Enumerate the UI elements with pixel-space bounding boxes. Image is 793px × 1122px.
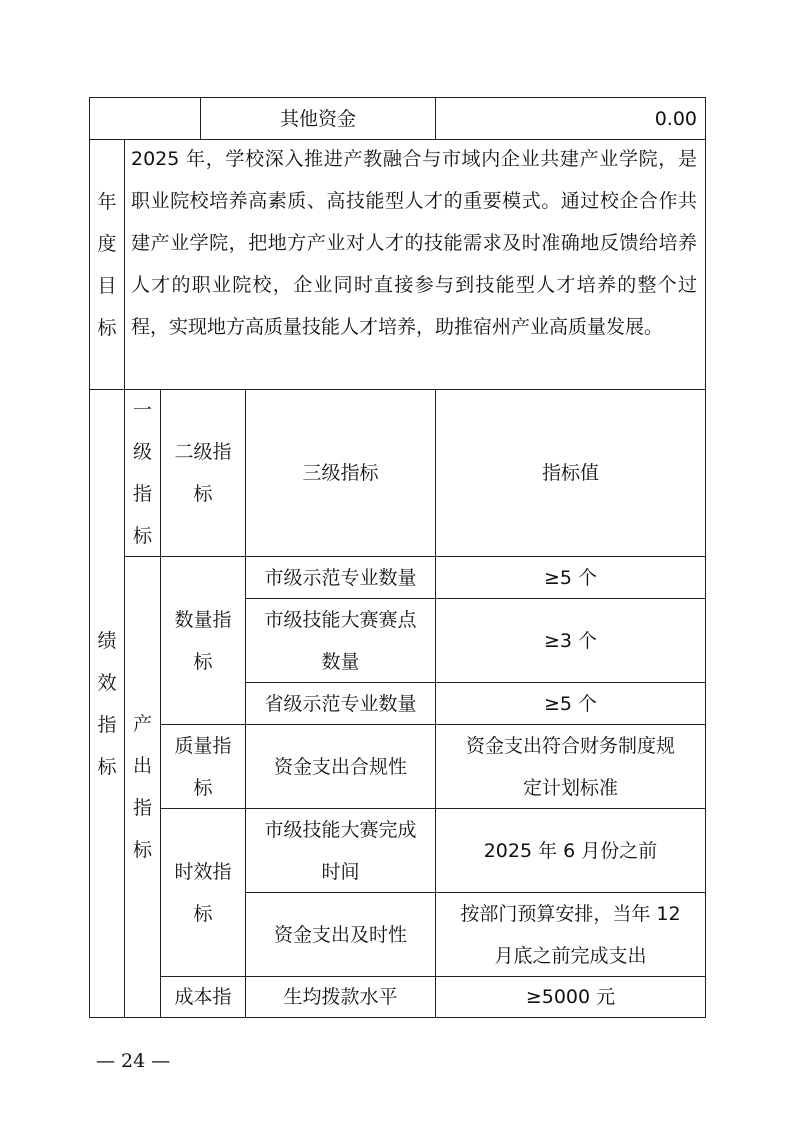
- annual-goal-label-char: 标: [97, 316, 117, 339]
- header-value: 指标值: [541, 462, 599, 484]
- output-indicator-char: 出: [132, 755, 152, 777]
- group-name-line: 时效指: [174, 860, 232, 883]
- performance-label-char: 指: [97, 713, 117, 736]
- group-name-line: 标: [193, 776, 213, 799]
- annual-goal-text: 2025 年，学校深入推进产教融合与市域内企业共建产业学院，是职业院校培养高素质、高技能型人才的重要模式。通过校企合作共建产业学院，把地方产业对人才的技能需求及时准确地反馈给培养人才的职业院校，企业同时直接参与到技能型人才培养的整个过程，实现地方高质量技能人才培养，助推宿州产业高质量发展。: [131, 148, 697, 338]
- indicator-cell: 市级示范专业数量: [264, 566, 417, 589]
- page-number: — 24 —: [96, 1050, 171, 1072]
- indicator-cell: [246, 599, 435, 682]
- indicator-line: 时间: [321, 860, 360, 883]
- other-funds-label: 其他资金: [279, 107, 356, 130]
- header-level1: [125, 390, 160, 556]
- value-cell: ≥5 个: [543, 692, 598, 715]
- header-level2: [161, 390, 245, 556]
- output-indicator-char: 标: [132, 839, 152, 861]
- value-line: 资金支出符合财务制度规: [465, 734, 675, 757]
- performance-label-char: 绩: [97, 629, 117, 652]
- group-name-line: 数量指: [174, 608, 232, 631]
- value-line: 按部门预算安排，当年 12: [460, 902, 681, 925]
- value-cell: ≥3 个: [543, 629, 598, 652]
- indicator-line: 数量: [321, 650, 360, 673]
- group-name-line: 质量指: [174, 734, 232, 757]
- header-level3: 三级指标: [302, 462, 379, 484]
- header-level2-line: 标: [193, 483, 213, 505]
- value-cell: [436, 893, 705, 976]
- header-level2-line: 二级指: [174, 441, 232, 463]
- group-name-line: 标: [193, 902, 213, 925]
- annual-goal-label-char: 目: [97, 274, 117, 297]
- group-timeliness-name: [161, 809, 245, 976]
- output-indicator-label: [125, 557, 160, 1017]
- value-line: 月底之前完成支出: [494, 944, 647, 967]
- indicator-line: 市级技能大赛赛点: [264, 608, 417, 631]
- value-cell: ≥5 个: [543, 566, 598, 589]
- performance-label: [90, 390, 124, 1017]
- value-cell: 2025 年 6 月份之前: [483, 839, 658, 862]
- group-quality-name: [161, 725, 245, 808]
- group-cost-name: 成本指: [174, 986, 232, 1008]
- indicator-line: 市级技能大赛完成: [264, 818, 417, 841]
- indicator-cell: [246, 809, 435, 892]
- value-line: 定计划标准: [522, 776, 618, 799]
- indicator-cell: 资金支出及时性: [273, 923, 407, 946]
- performance-label-char: 效: [97, 671, 117, 694]
- performance-label-char: 标: [97, 755, 117, 778]
- value-cell: [436, 725, 705, 808]
- annual-goal-label: [90, 140, 124, 389]
- group-name-line: 标: [193, 650, 213, 673]
- header-level1-char: 级: [132, 441, 152, 463]
- group-quantity-name: [161, 557, 245, 724]
- value-cell: ≥5000 元: [525, 986, 616, 1008]
- header-level1-char: 标: [132, 525, 152, 547]
- indicator-cell: 省级示范专业数量: [264, 692, 417, 715]
- output-indicator-char: 指: [132, 797, 152, 819]
- indicator-cell: 生均拨款水平: [283, 986, 398, 1008]
- indicator-cell: 资金支出合规性: [273, 755, 407, 778]
- header-level1-char: 一: [132, 399, 152, 421]
- header-level1-char: 指: [132, 483, 152, 505]
- annual-goal-label-char: 度: [97, 232, 117, 255]
- annual-goal-label-char: 年: [97, 190, 117, 213]
- output-indicator-char: 产: [132, 713, 152, 735]
- other-funds-value: 0.00: [654, 107, 697, 130]
